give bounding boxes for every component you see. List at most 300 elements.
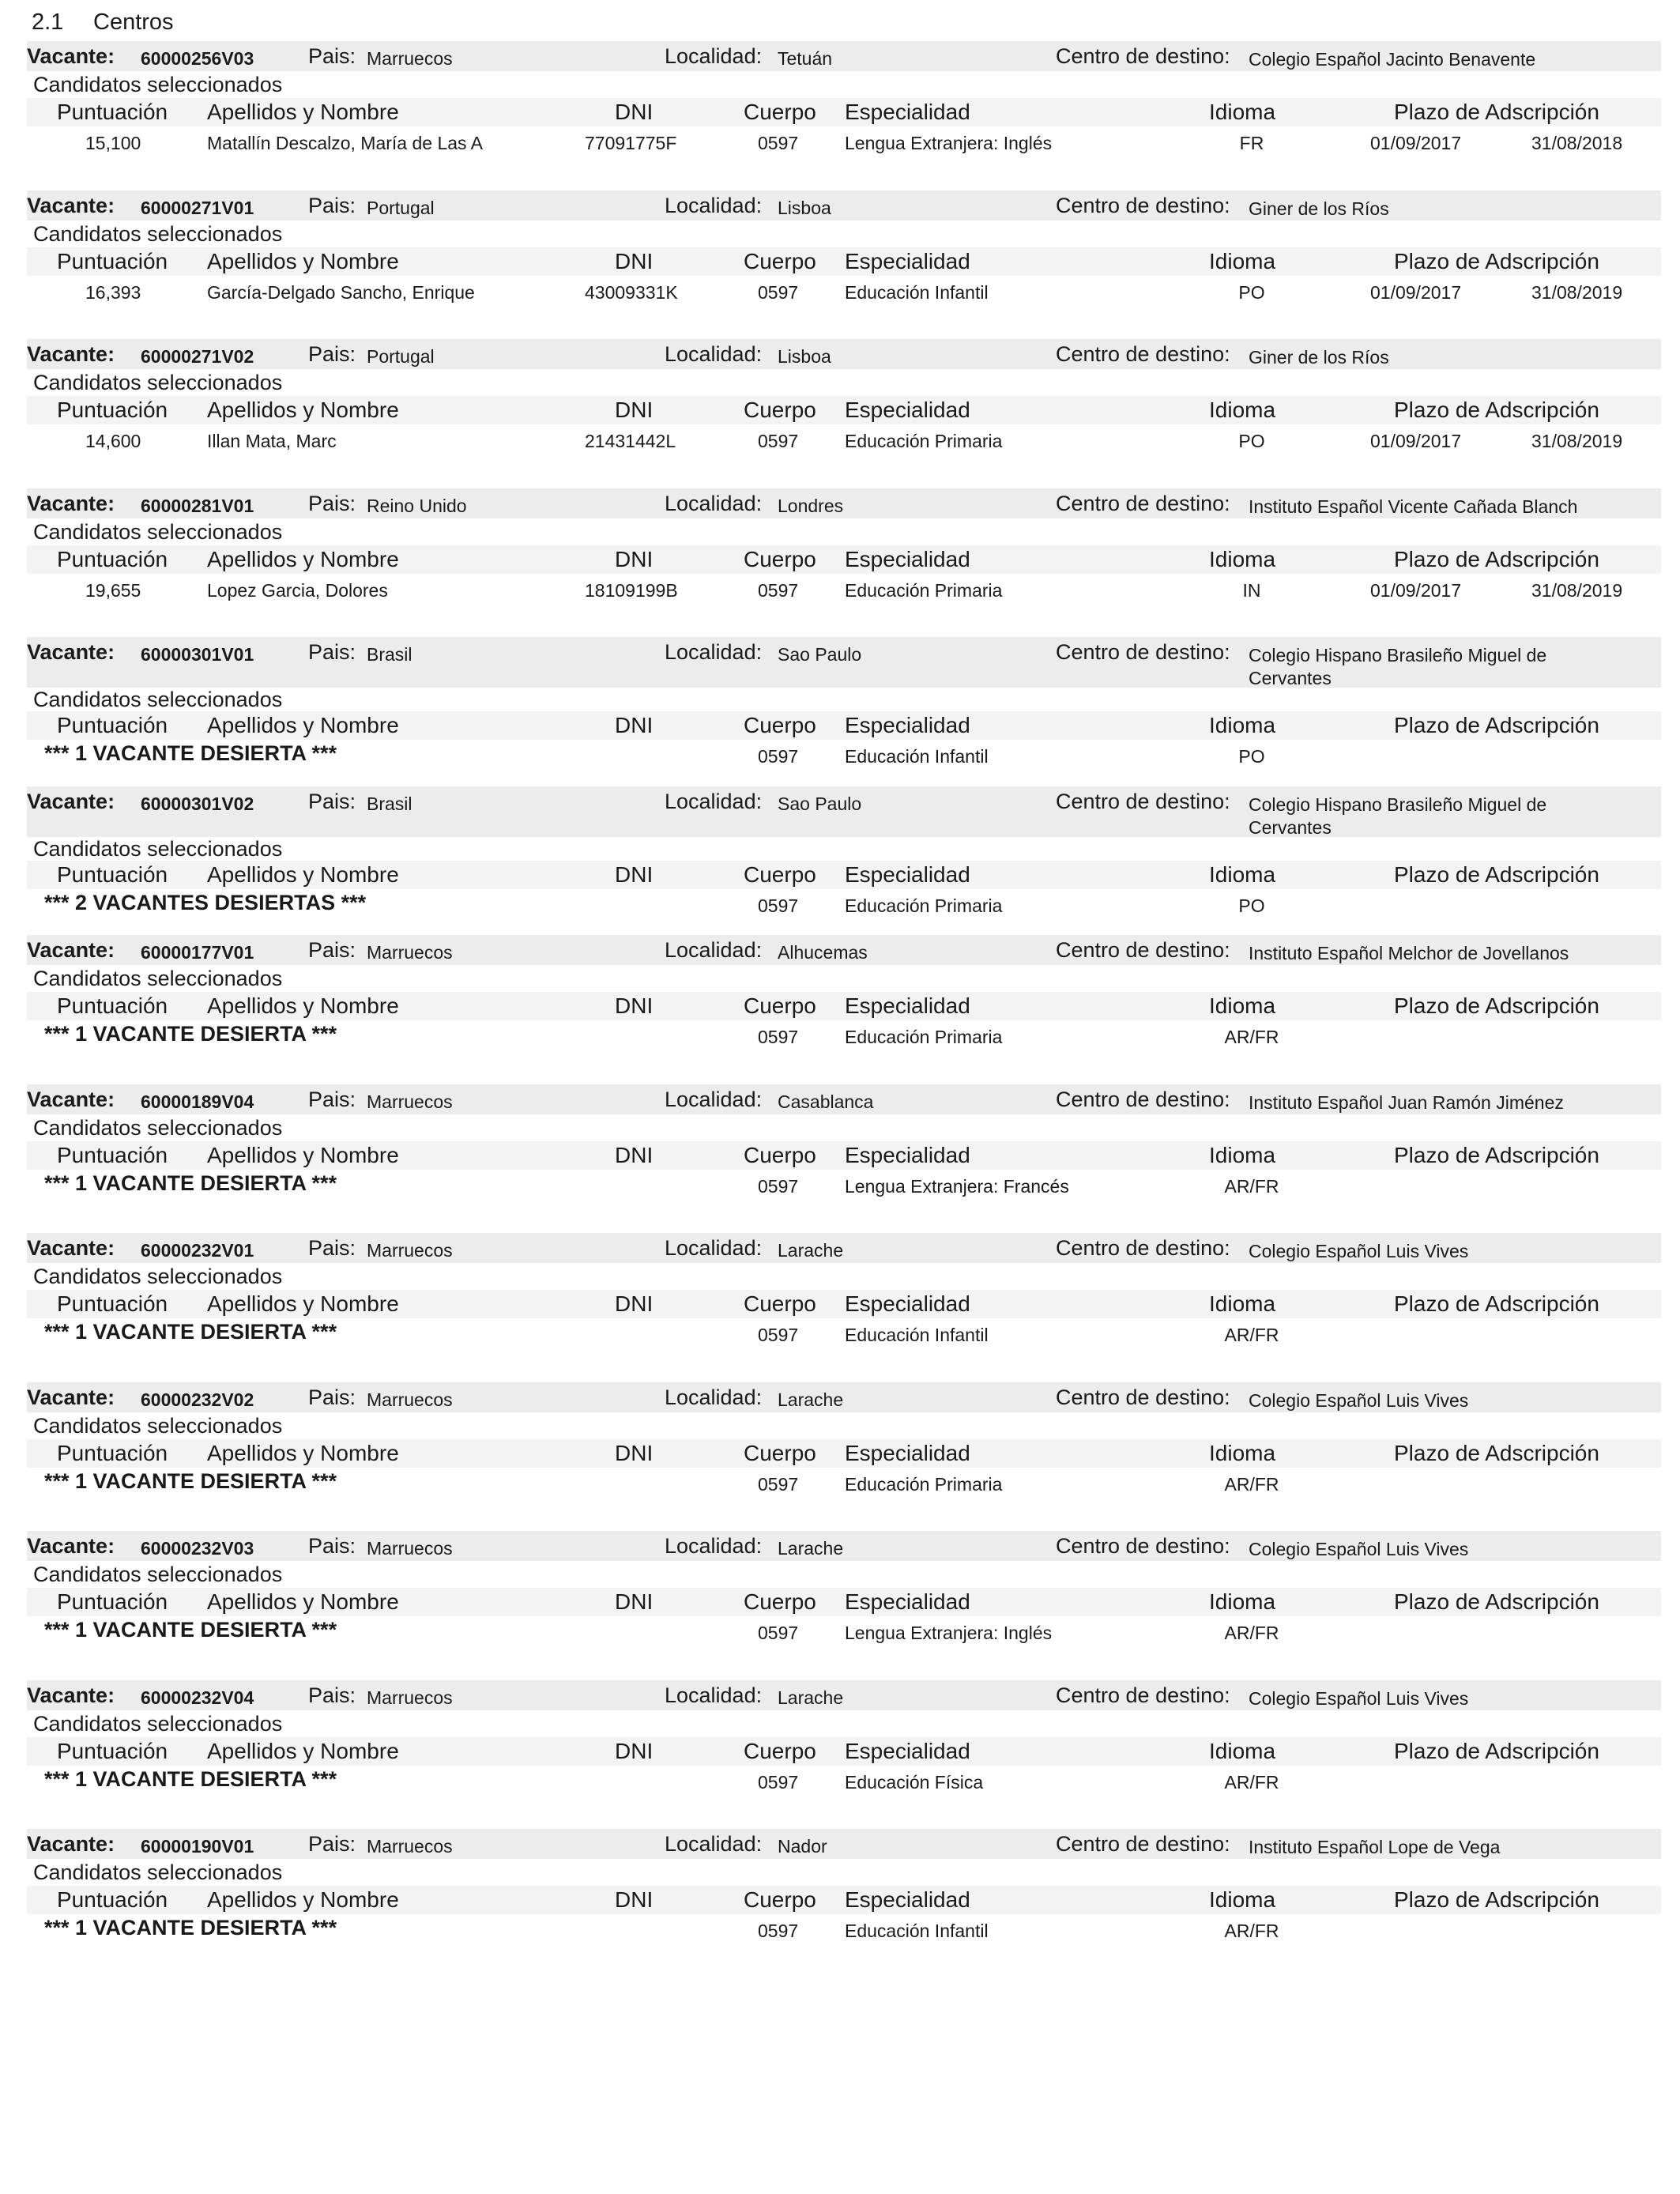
candidatos-heading: Candidatos seleccionados [33, 1115, 283, 1140]
col-nombre: Apellidos y Nombre [207, 1440, 399, 1465]
pais-value: Marruecos [367, 1538, 453, 1559]
col-idioma: Idioma [1209, 1142, 1276, 1167]
candidate-cuerpo: 0597 [758, 431, 799, 451]
centro-label: Centro de destino: [1056, 1683, 1230, 1707]
pais-label: Pais: [308, 1087, 356, 1111]
plazo-desde: 01/09/2017 [1370, 431, 1462, 451]
desierta-row [27, 1766, 1661, 1799]
candidate-especialidad: Educación Primaria [845, 579, 1003, 601]
vacancy-code: 60000189V04 [141, 1091, 254, 1112]
pais-value: Brasil [367, 644, 412, 665]
col-especialidad: Especialidad [845, 993, 970, 1018]
centro-label: Centro de destino: [1056, 1236, 1230, 1260]
vacancy-header [27, 637, 1661, 688]
plazo-desde: 01/09/2017 [1370, 133, 1462, 153]
col-puntuacion: Puntuación [57, 1738, 168, 1763]
col-especialidad: Especialidad [845, 398, 970, 422]
centro-label: Centro de destino: [1056, 789, 1230, 813]
vacancy-list [27, 41, 1661, 1978]
col-dni: DNI [615, 713, 654, 737]
vacante-desierta-text: *** 1 VACANTE DESIERTA *** [44, 1320, 337, 1344]
vacante-label: Vacante: [27, 1534, 115, 1558]
col-cuerpo: Cuerpo [744, 713, 816, 737]
pais-value: Reino Unido [367, 495, 467, 516]
pais-value: Brasil [367, 793, 412, 814]
col-cuerpo: Cuerpo [744, 1887, 816, 1912]
column-header-row [27, 861, 1661, 889]
col-dni: DNI [615, 1589, 654, 1614]
centro-label: Centro de destino: [1056, 640, 1230, 664]
vacancy-header [27, 1829, 1661, 1859]
vacante-desierta-text: *** 1 VACANTE DESIERTA *** [44, 1022, 337, 1046]
desierta-row [27, 1170, 1661, 1203]
col-dni: DNI [615, 1738, 654, 1763]
vacancy-header [27, 1084, 1661, 1114]
candidate-idioma: FR [1239, 133, 1264, 153]
col-especialidad: Especialidad [845, 1440, 970, 1465]
col-plazo: Plazo de Adscripción [1394, 248, 1599, 273]
vacancy-code: 60000190V01 [141, 1836, 254, 1857]
centro-line-1: Colegio Hispano Brasileño Miguel de [1249, 645, 1547, 665]
plazo-hasta: 31/08/2019 [1531, 579, 1623, 601]
candidate-puntuacion: 19,655 [85, 579, 141, 601]
candidate-cuerpo: 0597 [758, 579, 799, 601]
candidatos-heading: Candidatos seleccionados [33, 1265, 283, 1288]
plazo-desde: 01/09/2017 [1370, 281, 1462, 303]
candidate-idioma: IN [1242, 579, 1261, 601]
col-cuerpo: Cuerpo [744, 1142, 816, 1167]
candidate-row [27, 424, 1661, 458]
candidatos-heading: Candidatos seleccionados [33, 688, 283, 711]
localidad-value: Nador [778, 1836, 827, 1857]
centro-value [1249, 1687, 1468, 1710]
col-dni: DNI [615, 546, 654, 571]
col-nombre: Apellidos y Nombre [207, 713, 399, 737]
vacancy-code: 60000271V02 [141, 346, 254, 367]
candidatos-heading: Candidatos seleccionados [33, 1860, 283, 1884]
candidate-puntuacion: 14,600 [85, 431, 141, 451]
centro-line-1: Instituto Español Melchor de Jovellanos [1249, 943, 1569, 963]
candidatos-heading: Candidatos seleccionados [33, 1563, 283, 1586]
vacante-label: Vacante: [27, 193, 115, 217]
candidate-dni: 21431442L [585, 431, 676, 451]
pais-label: Pais: [308, 1385, 356, 1409]
col-nombre: Apellidos y Nombre [207, 1589, 399, 1614]
col-especialidad: Especialidad [845, 1738, 970, 1763]
candidate-row [27, 126, 1661, 160]
desierta-especialidad: Educación Primaria [845, 895, 1003, 916]
localidad-label: Localidad: [665, 491, 763, 515]
pais-value: Marruecos [367, 1389, 453, 1410]
col-idioma: Idioma [1209, 861, 1276, 887]
desierta-row [27, 1468, 1661, 1501]
col-plazo: Plazo de Adscripción [1394, 398, 1599, 422]
vacante-label: Vacante: [27, 342, 115, 366]
column-header-row [27, 1588, 1661, 1616]
column-header-row [27, 1141, 1661, 1170]
col-especialidad: Especialidad [845, 1887, 970, 1912]
desierta-row [27, 1020, 1661, 1054]
localidad-label: Localidad: [665, 1683, 763, 1707]
col-nombre: Apellidos y Nombre [207, 1738, 399, 1763]
desierta-row [27, 1318, 1661, 1351]
vacante-desierta-text: *** 2 VACANTES DESIERTAS *** [44, 890, 367, 914]
column-header-row [27, 1439, 1661, 1468]
candidate-nombre: Illan Mata, Marc [207, 431, 337, 451]
candidate-cuerpo: 0597 [758, 281, 799, 303]
col-nombre: Apellidos y Nombre [207, 1291, 399, 1316]
col-nombre: Apellidos y Nombre [207, 248, 399, 273]
col-cuerpo: Cuerpo [744, 993, 816, 1018]
pais-label: Pais: [308, 640, 356, 664]
desierta-cuerpo: 0597 [758, 1175, 799, 1197]
centro-value [1249, 1240, 1468, 1263]
centro-line-1: Instituto Español Juan Ramón Jiménez [1249, 1091, 1564, 1113]
col-dni: DNI [615, 993, 654, 1018]
desierta-especialidad: Educación Física [845, 1771, 984, 1793]
col-puntuacion: Puntuación [57, 1142, 168, 1167]
candidate-puntuacion: 15,100 [85, 133, 141, 153]
pais-label: Pais: [308, 342, 356, 366]
candidate-especialidad: Lengua Extranjera: Inglés [845, 133, 1053, 153]
centro-label: Centro de destino: [1056, 44, 1230, 68]
col-idioma: Idioma [1209, 1887, 1276, 1912]
desierta-idioma: AR/FR [1224, 1027, 1279, 1047]
vacante-label: Vacante: [27, 491, 115, 515]
candidate-puntuacion: 16,393 [85, 281, 141, 303]
pais-label: Pais: [308, 1236, 356, 1260]
column-header-row [27, 1737, 1661, 1766]
col-idioma: Idioma [1209, 993, 1276, 1018]
desierta-cuerpo: 0597 [758, 895, 799, 916]
pais-value: Marruecos [367, 1240, 453, 1261]
col-puntuacion: Puntuación [57, 1291, 168, 1316]
desierta-cuerpo: 0597 [758, 1325, 799, 1345]
pais-value: Portugal [367, 346, 435, 367]
col-plazo: Plazo de Adscripción [1394, 1291, 1599, 1316]
vacancy-header [27, 935, 1661, 965]
centro-value [1249, 1091, 1564, 1114]
localidad-value: Larache [778, 1687, 844, 1708]
col-especialidad: Especialidad [845, 1291, 970, 1316]
centro-label: Centro de destino: [1056, 1534, 1230, 1558]
section-name: Centros [93, 9, 174, 35]
col-idioma: Idioma [1209, 546, 1276, 571]
vacante-label: Vacante: [27, 938, 115, 962]
plazo-hasta: 31/08/2018 [1531, 133, 1623, 153]
centro-value [1249, 1538, 1468, 1561]
desierta-idioma: AR/FR [1224, 1771, 1279, 1793]
col-puntuacion: Puntuación [57, 861, 168, 887]
column-header-row [27, 1886, 1661, 1914]
vacancy-block [27, 637, 1661, 786]
col-plazo: Plazo de Adscripción [1394, 1887, 1599, 1912]
desierta-row [27, 1616, 1661, 1649]
centro-label: Centro de destino: [1056, 491, 1230, 515]
localidad-value: Lisboa [778, 197, 831, 218]
col-puntuacion: Puntuación [57, 398, 168, 422]
vacante-label: Vacante: [27, 1832, 115, 1856]
column-header-row [27, 711, 1661, 740]
centro-line-1: Colegio Español Luis Vives [1249, 1539, 1469, 1559]
pais-label: Pais: [308, 193, 356, 217]
vacancy-block [27, 1382, 1661, 1532]
localidad-value: Tetuán [778, 48, 833, 69]
vacancy-code: 60000232V03 [141, 1538, 254, 1559]
centro-line-1: Colegio Español Luis Vives [1249, 1389, 1469, 1411]
desierta-idioma: AR/FR [1224, 1921, 1279, 1941]
candidatos-heading: Candidatos seleccionados [33, 967, 283, 990]
pais-value: Marruecos [367, 1836, 453, 1857]
col-especialidad: Especialidad [845, 1589, 970, 1614]
centro-value [1249, 794, 1546, 839]
col-puntuacion: Puntuación [57, 993, 168, 1018]
col-plazo: Plazo de Adscripción [1394, 1738, 1599, 1763]
col-puntuacion: Puntuación [57, 1887, 168, 1912]
candidate-dni: 43009331K [585, 281, 678, 303]
desierta-especialidad: Lengua Extranjera: Inglés [845, 1623, 1053, 1643]
col-dni: DNI [615, 861, 654, 887]
candidate-row [27, 574, 1661, 607]
vacancy-block [27, 935, 1661, 1084]
vacante-desierta-text: *** 1 VACANTE DESIERTA *** [44, 1171, 337, 1195]
candidate-nombre: Matallín Descalzo, María de Las A [207, 133, 483, 153]
vacancy-code: 60000232V01 [141, 1240, 254, 1261]
col-plazo: Plazo de Adscripción [1394, 1440, 1599, 1465]
centro-label: Centro de destino: [1056, 342, 1230, 366]
vacante-label: Vacante: [27, 1683, 115, 1707]
vacante-desierta-text: *** 1 VACANTE DESIERTA *** [44, 741, 337, 765]
desierta-idioma: PO [1238, 895, 1265, 916]
pais-label: Pais: [308, 938, 356, 962]
candidatos-heading: Candidatos seleccionados [33, 73, 283, 96]
pais-value: Marruecos [367, 48, 453, 69]
pais-value: Marruecos [367, 1091, 453, 1112]
col-plazo: Plazo de Adscripción [1394, 993, 1599, 1018]
vacancy-block [27, 41, 1661, 190]
col-cuerpo: Cuerpo [744, 546, 816, 571]
candidatos-heading: Candidatos seleccionados [33, 221, 283, 246]
localidad-value: Lisboa [778, 346, 831, 367]
col-dni: DNI [615, 1887, 654, 1912]
candidate-especialidad: Educación Primaria [845, 431, 1003, 451]
vacante-label: Vacante: [27, 1385, 115, 1409]
vacancy-header [27, 786, 1661, 837]
col-nombre: Apellidos y Nombre [207, 546, 399, 571]
col-especialidad: Especialidad [845, 546, 970, 571]
col-nombre: Apellidos y Nombre [207, 861, 399, 887]
localidad-label: Localidad: [665, 1832, 763, 1856]
vacancy-header [27, 41, 1661, 71]
pais-label: Pais: [308, 491, 356, 515]
localidad-label: Localidad: [665, 789, 763, 813]
localidad-label: Localidad: [665, 342, 763, 366]
vacante-label: Vacante: [27, 789, 115, 813]
centro-line-1: Colegio Español Luis Vives [1249, 1687, 1469, 1709]
pais-label: Pais: [308, 789, 356, 813]
localidad-value: Casablanca [778, 1091, 874, 1112]
vacancy-code: 60000301V01 [141, 644, 254, 665]
desierta-cuerpo: 0597 [758, 746, 799, 767]
pais-value: Marruecos [367, 942, 453, 963]
localidad-label: Localidad: [665, 640, 763, 664]
candidate-dni: 18109199B [585, 579, 678, 601]
candidatos-heading: Candidatos seleccionados [33, 1413, 283, 1438]
centro-line-1: Giner de los Ríos [1249, 198, 1389, 219]
candidatos-heading: Candidatos seleccionados [33, 836, 283, 861]
col-dni: DNI [615, 1291, 654, 1316]
vacante-desierta-text: *** 1 VACANTE DESIERTA *** [44, 1916, 337, 1940]
localidad-value: Larache [778, 1240, 844, 1261]
candidatos-heading: Candidatos seleccionados [33, 1711, 283, 1736]
column-header-row [27, 247, 1661, 276]
col-plazo: Plazo de Adscripción [1394, 100, 1599, 124]
vacancy-code: 60000301V02 [141, 793, 254, 814]
col-idioma: Idioma [1209, 1440, 1276, 1465]
col-cuerpo: Cuerpo [744, 1589, 816, 1614]
localidad-label: Localidad: [665, 938, 763, 962]
localidad-label: Localidad: [665, 1534, 763, 1558]
centro-label: Centro de destino: [1056, 938, 1230, 962]
col-cuerpo: Cuerpo [744, 1291, 816, 1316]
col-nombre: Apellidos y Nombre [207, 100, 399, 124]
vacancy-code: 60000281V01 [141, 495, 254, 516]
localidad-value: Larache [778, 1389, 844, 1410]
col-cuerpo: Cuerpo [744, 398, 816, 422]
vacante-desierta-text: *** 1 VACANTE DESIERTA *** [44, 1618, 337, 1642]
centro-value [1249, 48, 1535, 71]
col-plazo: Plazo de Adscripción [1394, 1142, 1599, 1167]
candidate-especialidad: Educación Infantil [845, 281, 989, 303]
vacancy-code: 60000232V02 [141, 1389, 254, 1410]
vacancy-block [27, 488, 1661, 638]
col-idioma: Idioma [1209, 100, 1276, 124]
vacancy-header [27, 1382, 1661, 1412]
column-header-row [27, 545, 1661, 574]
candidatos-heading: Candidatos seleccionados [33, 519, 283, 544]
plazo-desde: 01/09/2017 [1370, 579, 1462, 601]
plazo-hasta: 31/08/2019 [1531, 281, 1623, 303]
vacancy-block [27, 190, 1661, 340]
vacancy-block [27, 339, 1661, 488]
col-dni: DNI [615, 1142, 654, 1167]
centro-line-2: Cervantes [1249, 668, 1332, 688]
centro-line-1: Colegio Hispano Brasileño Miguel de [1249, 794, 1547, 815]
desierta-row [27, 740, 1661, 773]
pais-label: Pais: [308, 44, 356, 68]
col-puntuacion: Puntuación [57, 248, 168, 273]
desierta-especialidad: Educación Infantil [845, 1921, 989, 1941]
centro-line-1: Colegio Español Jacinto Benavente [1249, 49, 1536, 70]
desierta-especialidad: Educación Infantil [845, 1325, 989, 1345]
desierta-row [27, 889, 1661, 922]
candidate-nombre: García-Delgado Sancho, Enrique [207, 281, 475, 303]
col-especialidad: Especialidad [845, 861, 970, 887]
centro-line-1: Giner de los Ríos [1249, 347, 1389, 368]
localidad-label: Localidad: [665, 44, 763, 68]
candidate-nombre: Lopez Garcia, Dolores [207, 579, 388, 601]
col-nombre: Apellidos y Nombre [207, 993, 399, 1018]
vacancy-header [27, 190, 1661, 221]
vacancy-header [27, 1233, 1661, 1263]
desierta-cuerpo: 0597 [758, 1771, 799, 1793]
pais-label: Pais: [308, 1832, 356, 1856]
desierta-especialidad: Educación Primaria [845, 1027, 1003, 1047]
desierta-idioma: AR/FR [1224, 1623, 1279, 1643]
col-plazo: Plazo de Adscripción [1394, 1589, 1599, 1614]
vacante-label: Vacante: [27, 640, 115, 664]
col-dni: DNI [615, 1440, 654, 1465]
centro-value [1249, 496, 1577, 518]
centro-label: Centro de destino: [1056, 193, 1230, 217]
vacancy-block [27, 1829, 1661, 1978]
centro-value [1249, 644, 1546, 690]
section-title [32, 9, 174, 36]
vacante-label: Vacante: [27, 1236, 115, 1260]
col-idioma: Idioma [1209, 248, 1276, 273]
vacante-label: Vacante: [27, 1087, 115, 1111]
col-cuerpo: Cuerpo [744, 1738, 816, 1763]
centro-line-1: Instituto Español Vicente Cañada Blanch [1249, 496, 1578, 517]
localidad-value: Sao Paulo [778, 793, 862, 814]
col-nombre: Apellidos y Nombre [207, 398, 399, 422]
pais-label: Pais: [308, 1683, 356, 1707]
candidate-idioma: PO [1238, 281, 1265, 303]
pais-label: Pais: [308, 1534, 356, 1558]
localidad-value: Larache [778, 1538, 844, 1559]
vacancy-block [27, 1084, 1661, 1234]
candidate-dni: 77091775F [585, 133, 677, 153]
plazo-hasta: 31/08/2019 [1531, 431, 1623, 451]
col-nombre: Apellidos y Nombre [207, 1142, 399, 1167]
pais-value: Marruecos [367, 1687, 453, 1708]
vacancy-block [27, 1531, 1661, 1680]
col-puntuacion: Puntuación [57, 713, 168, 737]
localidad-label: Localidad: [665, 193, 763, 217]
vacancy-header [27, 1531, 1661, 1561]
desierta-cuerpo: 0597 [758, 1921, 799, 1941]
centro-label: Centro de destino: [1056, 1087, 1230, 1111]
centro-line-2: Cervantes [1249, 816, 1332, 838]
vacancy-block [27, 1680, 1661, 1830]
col-idioma: Idioma [1209, 1738, 1276, 1763]
desierta-idioma: AR/FR [1224, 1175, 1279, 1197]
vacancy-code: 60000256V03 [141, 48, 254, 69]
localidad-label: Localidad: [665, 1385, 763, 1409]
candidate-idioma: PO [1238, 431, 1265, 451]
col-puntuacion: Puntuación [57, 100, 168, 124]
localidad-value: Londres [778, 495, 844, 516]
col-especialidad: Especialidad [845, 248, 970, 273]
vacancy-block [27, 786, 1661, 936]
centro-value [1249, 1389, 1468, 1412]
col-cuerpo: Cuerpo [744, 861, 816, 887]
column-header-row [27, 396, 1661, 424]
vacancy-header [27, 488, 1661, 518]
desierta-idioma: AR/FR [1224, 1325, 1279, 1345]
desierta-cuerpo: 0597 [758, 1623, 799, 1643]
desierta-idioma: AR/FR [1224, 1473, 1279, 1495]
centro-value [1249, 346, 1389, 369]
col-especialidad: Especialidad [845, 1142, 970, 1167]
col-dni: DNI [615, 100, 654, 124]
desierta-especialidad: Educación Primaria [845, 1473, 1003, 1495]
centro-value [1249, 942, 1569, 965]
centro-label: Centro de destino: [1056, 1385, 1230, 1409]
col-plazo: Plazo de Adscripción [1394, 861, 1599, 887]
col-idioma: Idioma [1209, 713, 1276, 737]
centro-label: Centro de destino: [1056, 1832, 1230, 1856]
